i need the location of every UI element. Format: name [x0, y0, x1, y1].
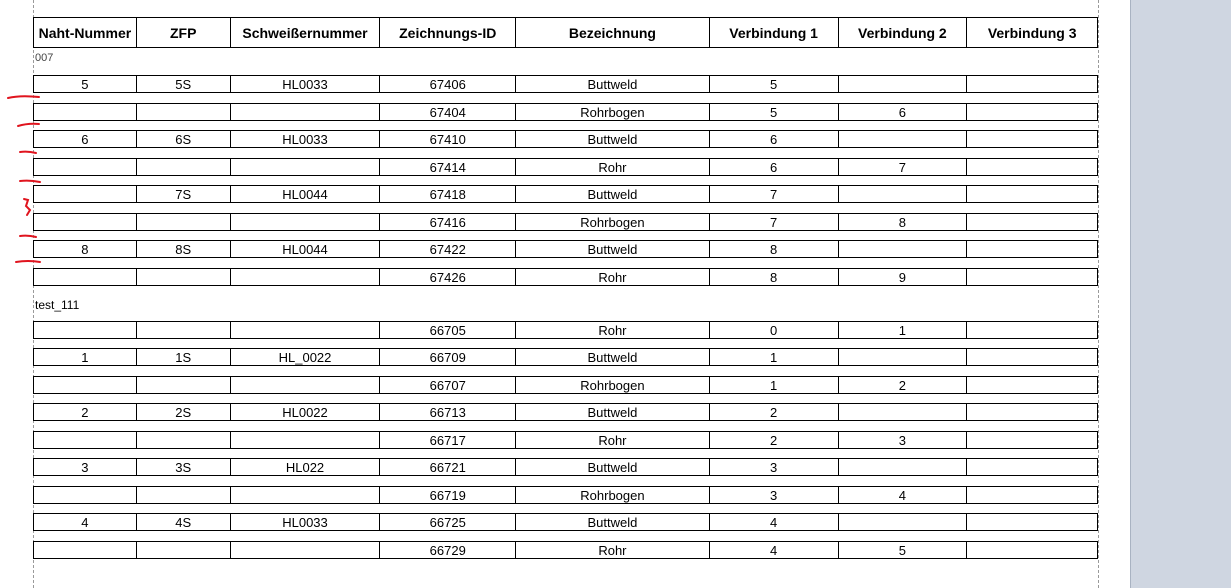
cell-verbindung-1: 2	[710, 404, 839, 420]
header-naht-nummer: Naht-Nummer	[34, 18, 137, 47]
cell-zfp	[137, 377, 231, 393]
cell-bezeichnung: Buttweld	[516, 131, 710, 147]
cell-verbindung-1: 4	[710, 542, 839, 558]
cell-zeichnungs-id: 66729	[380, 542, 516, 558]
table-row	[33, 158, 1098, 176]
cell-verbindung-2: 6	[839, 104, 968, 120]
cell-zeichnungs-id: 67414	[380, 159, 516, 175]
header-verbindung-3: Verbindung 3	[987, 24, 1077, 41]
cell-verbindung-1: 7	[710, 214, 839, 230]
cell-verbindung-3	[967, 104, 1097, 120]
cell-verbindung-3	[967, 377, 1097, 393]
cell-verbindung-3	[967, 514, 1097, 530]
cell-schweissernummer: HL0044	[231, 241, 381, 257]
cell-zfp: 7S	[137, 186, 231, 202]
cell-schweissernummer	[231, 432, 381, 448]
cell-bezeichnung: Buttweld	[516, 459, 710, 475]
cell-verbindung-1: 3	[710, 487, 839, 503]
cell-zeichnungs-id: 67422	[380, 241, 516, 257]
cell-verbindung-2: 4	[839, 487, 968, 503]
cell-bezeichnung: Rohrbogen	[516, 214, 710, 230]
cell-zfp	[137, 214, 231, 230]
cell-bezeichnung: Rohrbogen	[516, 487, 710, 503]
cell-schweissernummer: HL0044	[231, 186, 381, 202]
table-row	[33, 458, 1098, 476]
group-label: 007	[35, 52, 54, 64]
cell-bezeichnung: Buttweld	[516, 514, 710, 530]
cell-schweissernummer: HL0033	[231, 514, 381, 530]
cell-verbindung-1: 7	[710, 186, 839, 202]
cell-schweissernummer	[231, 487, 381, 503]
cell-schweissernummer	[231, 322, 381, 338]
cell-schweissernummer: HL0033	[231, 131, 381, 147]
header-verbindung-2: Verbindung 2	[839, 18, 968, 47]
cell-schweissernummer	[231, 377, 381, 393]
cell-verbindung-1: 5	[710, 104, 839, 120]
cell-verbindung-3	[967, 76, 1097, 92]
cell-verbindung-2	[839, 514, 968, 530]
cell-verbindung-1: 1	[710, 349, 839, 365]
table-row	[33, 240, 1098, 258]
cell-bezeichnung: Rohrbogen	[516, 104, 710, 120]
table-row	[33, 130, 1098, 148]
cell-verbindung-2: 7	[839, 159, 968, 175]
table-row	[33, 213, 1098, 231]
table-row	[33, 541, 1098, 559]
cell-zfp	[137, 104, 231, 120]
cell-verbindung-1: 4	[710, 514, 839, 530]
cell-bezeichnung: Buttweld	[516, 186, 710, 202]
cell-bezeichnung: Rohr	[516, 542, 710, 558]
header-bezeichnung: Bezeichnung	[516, 18, 710, 47]
cell-verbindung-3	[967, 214, 1097, 230]
cell-naht-nummer	[34, 322, 137, 338]
cell-verbindung-1: 8	[710, 241, 839, 257]
header-zeichnungs-id: Zeichnungs-ID	[380, 18, 516, 47]
cell-verbindung-3	[967, 322, 1097, 338]
cell-naht-nummer	[34, 104, 137, 120]
table-header-row	[33, 17, 1098, 48]
cell-zfp: 8S	[137, 241, 231, 257]
cell-verbindung-2: 9	[839, 269, 968, 285]
table-row	[33, 513, 1098, 531]
cell-verbindung-3	[967, 432, 1097, 448]
cell-naht-nummer	[34, 542, 137, 558]
cell-zeichnungs-id: 67416	[380, 214, 516, 230]
cell-verbindung-2	[839, 76, 968, 92]
cell-bezeichnung: Buttweld	[516, 349, 710, 365]
cell-bezeichnung: Rohr	[516, 159, 710, 175]
cell-zfp	[137, 269, 231, 285]
table-row	[33, 103, 1098, 121]
cell-verbindung-1: 0	[710, 322, 839, 338]
cell-zfp: 5S	[137, 76, 231, 92]
cell-verbindung-2: 3	[839, 432, 968, 448]
table-row	[33, 348, 1098, 366]
cell-verbindung-1: 5	[710, 76, 839, 92]
cell-verbindung-2: 1	[839, 322, 968, 338]
cell-zfp: 1S	[137, 349, 231, 365]
cell-zfp: 2S	[137, 404, 231, 420]
cell-zeichnungs-id: 66709	[380, 349, 516, 365]
cell-verbindung-3	[967, 542, 1097, 558]
cell-verbindung-3	[967, 349, 1097, 365]
cell-zfp	[137, 159, 231, 175]
cell-schweissernummer	[231, 214, 381, 230]
cell-naht-nummer	[34, 432, 137, 448]
cell-zfp	[137, 432, 231, 448]
cell-bezeichnung: Buttweld	[516, 76, 710, 92]
cell-zfp: 6S	[137, 131, 231, 147]
header-schweissernummer: Schweißernummer	[231, 18, 381, 47]
cell-naht-nummer	[34, 159, 137, 175]
cell-verbindung-2: 8	[839, 214, 968, 230]
cell-naht-nummer: 2	[34, 404, 137, 420]
cell-zeichnungs-id: 67426	[380, 269, 516, 285]
cell-naht-nummer: 1	[34, 349, 137, 365]
cell-zeichnungs-id: 66705	[380, 322, 516, 338]
cell-verbindung-1: 6	[710, 159, 839, 175]
cell-naht-nummer: 3	[34, 459, 137, 475]
cell-bezeichnung: Rohr	[516, 322, 710, 338]
cell-schweissernummer	[231, 104, 381, 120]
cell-naht-nummer: 5	[34, 76, 137, 92]
cell-zeichnungs-id: 66721	[380, 459, 516, 475]
cell-naht-nummer	[34, 186, 137, 202]
cell-zfp	[137, 487, 231, 503]
cell-schweissernummer: HL_0022	[231, 349, 381, 365]
cell-zeichnungs-id: 66725	[380, 514, 516, 530]
cell-verbindung-3	[967, 487, 1097, 503]
cell-zeichnungs-id: 66707	[380, 377, 516, 393]
table-row	[33, 403, 1098, 421]
cell-verbindung-3	[967, 404, 1097, 420]
cell-zeichnungs-id: 67404	[380, 104, 516, 120]
cell-zfp: 3S	[137, 459, 231, 475]
cell-schweissernummer: HL0022	[231, 404, 381, 420]
cell-verbindung-3	[967, 131, 1097, 147]
cell-schweissernummer: HL0033	[231, 76, 381, 92]
cell-zfp	[137, 322, 231, 338]
cell-schweissernummer	[231, 542, 381, 558]
cell-bezeichnung: Rohr	[516, 269, 710, 285]
cell-bezeichnung: Buttweld	[516, 404, 710, 420]
cell-bezeichnung: Buttweld	[516, 241, 710, 257]
table-row	[33, 185, 1098, 203]
cell-bezeichnung: Rohr	[516, 432, 710, 448]
table-row	[33, 431, 1098, 449]
cell-verbindung-3	[967, 186, 1097, 202]
cell-naht-nummer	[34, 269, 137, 285]
right-margin-guide	[1098, 0, 1099, 588]
cell-verbindung-2	[839, 349, 968, 365]
cell-zfp	[137, 542, 231, 558]
cell-naht-nummer	[34, 214, 137, 230]
cell-zeichnungs-id: 67418	[380, 186, 516, 202]
application-background	[1130, 0, 1231, 588]
cell-naht-nummer: 8	[34, 241, 137, 257]
cell-verbindung-1: 2	[710, 432, 839, 448]
header-verbindung-1: Verbindung 1	[710, 18, 839, 47]
table-row	[33, 75, 1098, 93]
cell-naht-nummer	[34, 487, 137, 503]
cell-zeichnungs-id: 66713	[380, 404, 516, 420]
cell-verbindung-3	[967, 459, 1097, 475]
cell-verbindung-2	[839, 459, 968, 475]
cell-schweissernummer	[231, 269, 381, 285]
cell-zeichnungs-id: 66717	[380, 432, 516, 448]
table-row	[33, 486, 1098, 504]
cell-verbindung-3	[967, 159, 1097, 175]
cell-verbindung-2	[839, 131, 968, 147]
cell-bezeichnung: Rohrbogen	[516, 377, 710, 393]
cell-zeichnungs-id: 67406	[380, 76, 516, 92]
cell-zeichnungs-id: 67410	[380, 131, 516, 147]
cell-naht-nummer: 6	[34, 131, 137, 147]
header-zfp: ZFP	[137, 18, 231, 47]
cell-verbindung-1: 1	[710, 377, 839, 393]
cell-verbindung-1: 8	[710, 269, 839, 285]
table-row	[33, 268, 1098, 286]
cell-verbindung-3	[967, 241, 1097, 257]
cell-schweissernummer: HL022	[231, 459, 381, 475]
cell-zfp: 4S	[137, 514, 231, 530]
cell-verbindung-2	[839, 404, 968, 420]
group-label: test_111	[35, 298, 80, 312]
cell-verbindung-2: 5	[839, 542, 968, 558]
cell-verbindung-3	[967, 269, 1097, 285]
cell-naht-nummer: 4	[34, 514, 137, 530]
cell-zeichnungs-id: 66719	[380, 487, 516, 503]
cell-schweissernummer	[231, 159, 381, 175]
cell-verbindung-2	[839, 241, 968, 257]
table-row	[33, 321, 1098, 339]
cell-verbindung-1: 3	[710, 459, 839, 475]
cell-verbindung-1: 6	[710, 131, 839, 147]
table-row	[33, 376, 1098, 394]
cell-verbindung-2	[839, 186, 968, 202]
cell-verbindung-2: 2	[839, 377, 968, 393]
cell-naht-nummer	[34, 377, 137, 393]
